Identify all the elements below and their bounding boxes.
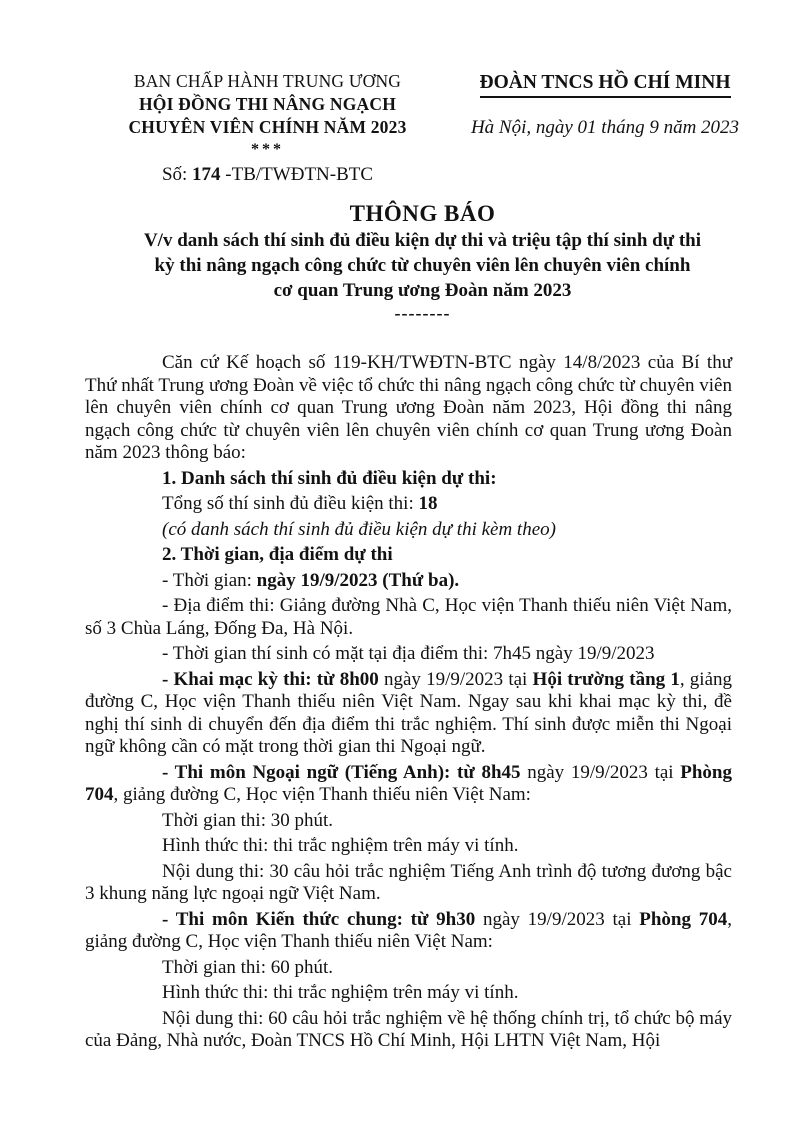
org-name-underlined: ĐOÀN TNCS HỒ CHÍ MINH	[480, 70, 731, 98]
preamble-paragraph: Căn cứ Kế hoạch số 119-KH/TWĐTN-BTC ngày 14/8/2023 của Bí thư Thứ nhất Trung ương Đoàn về việc tổ chức thi nâng ngạch công chức từ chuyên viên lên chuyên viên chính cơ quan Trung ương Đoàn năm 2023, Hội đồng thi nâng ngạch công chức từ chuyên viên lên chuyên viên chính cơ quan Trung ương Đoàn năm 2023 thông báo:	[85, 352, 732, 463]
subject-line-3: cơ quan Trung ương Đoàn năm 2023	[273, 280, 572, 301]
general-detail-segment: , giảng đường C, Học viện Thanh thiếu niên Việt Nam:	[85, 908, 732, 952]
doc-number-value: 174	[192, 164, 221, 185]
dash-separator: --------	[394, 303, 451, 323]
opening-ceremony-paragraph	[85, 669, 732, 759]
general-format-line: Hình thức thi: thi trắc nghiệm trên máy vi tính.	[162, 982, 519, 1003]
document-body	[85, 352, 732, 1053]
org-name-wrapper	[460, 70, 750, 98]
title-block	[100, 200, 745, 322]
document-number	[100, 162, 435, 187]
general-date-segment: ngày 19/9/2023 tại	[475, 908, 640, 930]
superior-org-line: BAN CHẤP HÀNH TRUNG ƯƠNG	[133, 71, 402, 91]
english-room-segment: Phòng 704	[85, 761, 732, 805]
total-count-segment: 18	[418, 493, 438, 514]
english-duration-line: Thời gian thi: 30 phút.	[162, 809, 334, 831]
opening-time-segment: - Khai mạc kỳ thi: từ 8h00	[162, 668, 379, 690]
exam-date-value-segment: ngày 19/9/2023 (Thứ ba).	[256, 569, 460, 591]
council-name-line-1: HỘI ĐỒNG THI NÂNG NGẠCH	[138, 94, 397, 114]
national-org-block	[460, 70, 750, 187]
opening-date-segment: ngày 19/9/2023 tại	[378, 668, 533, 690]
issuing-agency-block	[100, 70, 435, 187]
total-label-segment: Tổng số thí sinh đủ điều kiện thi:	[162, 493, 419, 514]
opening-detail-segment: , giảng đường C, Học viện Thanh thiếu niên Việt Nam. Ngay sau khi khai mạc kỳ thi, đề nghị thí sinh di chuyển đến địa điểm thi trắc nghiệm. Thí sinh được miễn thi Ngoại ngữ không cần có mặt trong thời gian thi Ngoại ngữ.	[85, 668, 733, 757]
english-detail-segment: , giảng đường C, Học viện Thanh thiếu niên Việt Nam:	[113, 784, 531, 805]
total-candidates-line	[85, 493, 732, 516]
attachment-note: (có danh sách thí sinh đủ điều kiện dự thi kèm theo)	[162, 518, 556, 540]
document-header	[0, 0, 800, 187]
stars-separator: ***	[251, 141, 284, 158]
document-title: THÔNG BÁO	[349, 201, 496, 226]
english-content-paragraph: Nội dung thi: 30 câu hỏi trắc nghiệm Tiếng Anh trình độ tương đương bậc 3 khung năng lực ngoại ngữ Việt Nam.	[85, 860, 732, 904]
exam-date-label-segment: - Thời gian:	[162, 569, 257, 591]
doc-number-prefix: Số:	[161, 164, 193, 185]
english-exam-paragraph	[85, 762, 732, 807]
place-date-line: Hà Nội, ngày 01 tháng 9 năm 2023	[470, 117, 740, 138]
presence-time-line: - Thời gian thí sinh có mặt tại địa điểm thi: 7h45 ngày 19/9/2023	[162, 643, 655, 664]
general-time-segment: - Thi môn Kiến thức chung: từ 9h30	[162, 908, 476, 930]
opening-place-segment: Hội trường tầng 1	[532, 668, 680, 690]
english-date-segment: ngày 19/9/2023 tại	[520, 761, 681, 783]
subject-line-1: V/v danh sách thí sinh đủ điều kiện dự thi và triệu tập thí sinh dự thi	[143, 230, 702, 251]
council-name-line-2: CHUYÊN VIÊN CHÍNH NĂM 2023	[128, 117, 407, 137]
general-duration-line: Thời gian thi: 60 phút.	[162, 956, 334, 978]
section-2-heading: 2. Thời gian, địa điểm dự thi	[162, 544, 393, 565]
doc-number-suffix: -TB/TWĐTN-BTC	[220, 164, 374, 185]
subject-line-2: kỳ thi nâng ngạch công chức từ chuyên viên lên chuyên viên chính	[154, 255, 691, 276]
english-format-line: Hình thức thi: thi trắc nghiệm trên máy vi tính.	[162, 835, 519, 856]
exam-location-paragraph: - Địa điểm thi: Giảng đường Nhà C, Học viện Thanh thiếu niên Việt Nam, số 3 Chùa Láng, Đống Đa, Hà Nội.	[85, 595, 732, 639]
general-room-segment: Phòng 704	[639, 908, 728, 930]
general-exam-paragraph	[85, 909, 732, 954]
section-1-heading: 1. Danh sách thí sinh đủ điều kiện dự thi:	[162, 467, 497, 489]
english-time-segment: - Thi môn Ngoại ngữ (Tiếng Anh): từ 8h45	[162, 761, 521, 783]
general-content-paragraph: Nội dung thi: 60 câu hỏi trắc nghiệm về hệ thống chính trị, tổ chức bộ máy của Đảng, Nhà nước, Đoàn TNCS Hồ Chí Minh, Hội LHTN Việt Nam, Hội	[85, 1007, 732, 1051]
exam-date-line	[85, 570, 732, 593]
